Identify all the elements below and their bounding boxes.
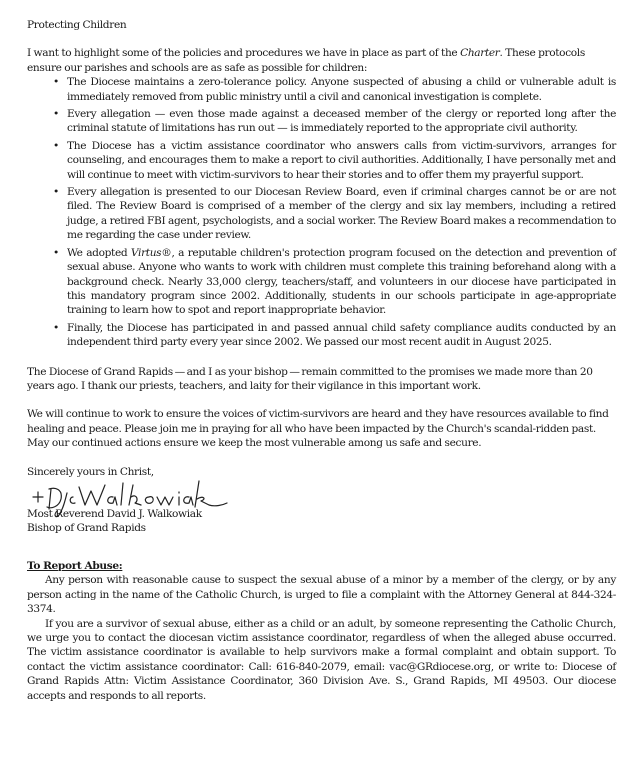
charter-reference: Charter bbox=[460, 47, 500, 60]
list-item-text: Every allegation — even those made against a deceased member of the clergy or reported long after the criminal statute of limitations has run out — is immediately reported to the appropriate civil authority. bbox=[67, 108, 616, 135]
list-item-audits bbox=[53, 321, 616, 350]
list-item-zero-tolerance bbox=[53, 75, 616, 104]
attorney-general-paragraph: Any person with reasonable cause to suspect the sexual abuse of a minor by a member of the clergy, or by any person acting in the name of the Catholic Church, is urged to file a complaint with the Attorney General at 844-324-3374. bbox=[27, 574, 616, 616]
signatory-title: Bishop of Grand Rapids bbox=[27, 521, 146, 534]
list-item-victim-assistance bbox=[53, 139, 616, 182]
list-item-virtus bbox=[53, 246, 616, 318]
healing-paragraph: We will continue to work to ensure the voices of victim-survivors are heard and they have resources available to find healing and peace. Please join me in praying for all who have been impacted by the Church's scandal-ridden past. May our continued actions ensure we keep the most vulnerable among us safe and secure. bbox=[27, 408, 609, 450]
intro-text: I want to highlight some of the policies and procedures we have in place as part of the bbox=[27, 47, 461, 60]
signatory-name: Most Reverend David J. Walkowiak bbox=[27, 507, 202, 520]
intro-text-continued: . These protocols ensure our parishes and schools are as safe as possible for children: bbox=[27, 47, 585, 74]
list-item-text: We adopted bbox=[67, 246, 131, 259]
list-item-text-continued: , a reputable children's protection program focused on the detection and prevention of sexual abuse. Anyone who wants to work with children must complete this training beforehand along with a background check. Nearly 33,000 clergy, teachers/staff, and volunteers in our diocese have participated in this mandatory program since 2002. Additionally, students in our schools participate in age-appropriate training to learn how to spot and report inappropriate behavior. bbox=[67, 246, 616, 317]
closing-salutation: Sincerely yours in Christ, bbox=[27, 465, 154, 478]
virtus-program-name: Virtus® bbox=[130, 246, 172, 259]
list-item-reporting bbox=[53, 107, 616, 136]
list-item-review-board bbox=[53, 185, 616, 243]
commitment-paragraph: The Diocese of Grand Rapids — and I as your bishop — remain committed to the promises we made more than 20 years ago. I thank our priests, teachers, and laity for their vigilance in this important work. bbox=[27, 365, 593, 392]
list-item-text: The Diocese maintains a zero-tolerance policy. Anyone suspected of abusing a child or vulnerable adult is immediately removed from public ministry until a civil and canonical investigation is complete. bbox=[67, 76, 616, 103]
intro-paragraph bbox=[27, 46, 616, 75]
section-heading: Protecting Children bbox=[27, 19, 127, 31]
list-item-text: Every allegation is presented to our Diocesan Review Board, even if criminal charges cannot be or are not filed. The Review Board is comprised of a member of the clergy and six lay members, including a retired judge, a retired FBI agent, psychologists, and a social worker. The Review Board makes a recommendation to me regarding the case under review. bbox=[67, 186, 616, 242]
victim-coordinator-paragraph: If you are a survivor of sexual abuse, either as a child or an adult, by someone representing the Catholic Church, we urge you to contact the diocesan victim assistance coordinator, regardless of when the alleged abuse occurred. The victim assistance coordinator is available to help survivors make a formal complaint and obtain support. To contact the victim assistance coordinator: Call: 616-840-2079, email: vac@GRdiocese.org, or write to: Diocese of Grand Rapids Attn: Victim Assistance Coordinator, 360 Division Ave. S., Grand Rapids, MI 49503. Our diocese accepts and responds to all reports. bbox=[27, 617, 616, 702]
list-item-text: Finally, the Diocese has participated in and passed annual child safety compliance audits conducted by an independent third party every year since 2002. We passed our most recent audit in August 2025. bbox=[67, 321, 616, 349]
protocol-list bbox=[27, 75, 616, 349]
letter-page bbox=[27, 18, 616, 703]
signature-block bbox=[27, 483, 616, 535]
list-item-text: The Diocese has a victim assistance coordinator who answers calls from victim-survivors, arranges for counseling, and encourages them to make a report to civil authorities. Additionally, I have personally met and will continue to meet with victim-survivors to hear their stories and to offer them my prayerful support. bbox=[67, 139, 616, 181]
report-abuse-heading: To Report Abuse: bbox=[27, 559, 123, 572]
